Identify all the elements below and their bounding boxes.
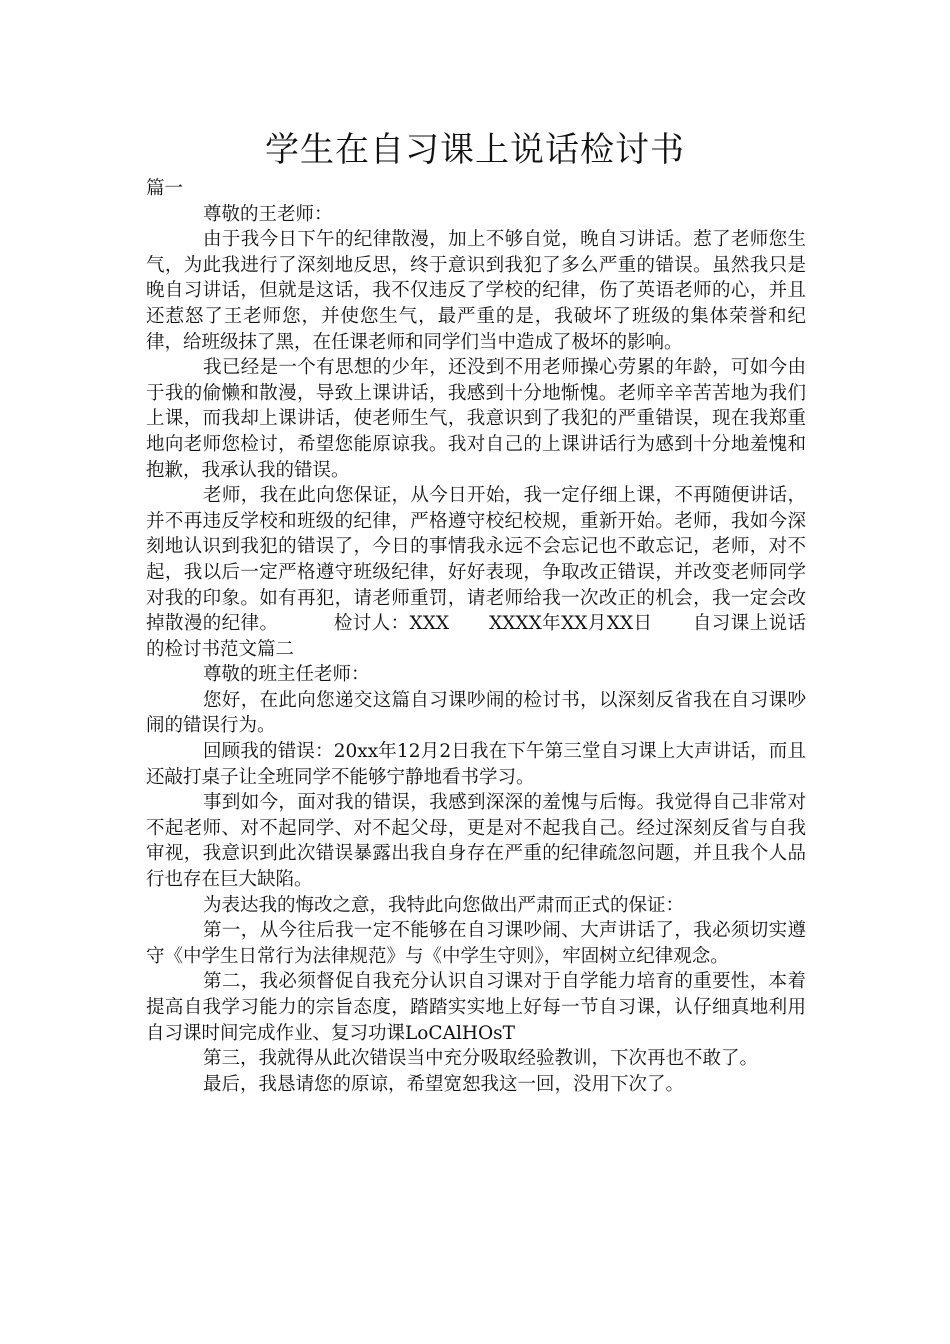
document-title: 学生在自习课上说话检讨书 [265, 130, 685, 170]
salutation-two: 尊敬的班主任老师： [203, 664, 370, 686]
paragraph: 第三，我就得从此次错误当中充分吸取经验教训，下次再也不敢了。 [203, 1048, 759, 1070]
signature: 检讨人：XXX [333, 613, 450, 635]
paragraph: 为表达我的悔改之意，我特此向您做出严肃而正式的保证： [203, 894, 685, 916]
paragraph-with-signature [146, 483, 806, 662]
paragraph: 第一，从今往后我一定不能够在自习课吵闹、大声讲话了，我必须切实遵守《中学生日常行为法律规范》与《中学生守则》，牢固树立纪律观念。 [146, 920, 806, 967]
paragraph: 最后，我恳请您的原谅，希望宽恕我这一回，没用下次了。 [203, 1073, 685, 1095]
paragraph: 由于我今日下午的纪律散漫，加上不够自觉，晚自习讲话。惹了老师您生气，为此我进行了深刻地反思，终于意识到我犯了多么严重的错误。虽然我只是晚自习讲话，但就是这话，我不仅违反了学校的纪律，伤了英语老师的心，并且还惹怒了王老师您，并使您生气，最严重的是，我破坏了班级的集体荣誉和纪律，给班级抹了黑，在任课老师和同学们当中造成了极坏的影响。 [146, 229, 806, 353]
salutation-one: 尊敬的王老师： [203, 203, 333, 225]
paragraph: 您好，在此向您递交这篇自习课吵闹的检讨书，以深刻反省我在自习课吵闹的错误行为。 [146, 689, 806, 737]
paragraph: 事到如今，面对我的错误，我感到深深的羞愧与后悔。我觉得自己非常对不起老师、对不起同学、对不起父母，更是对不起我自己。经过深刻反省与自我审视，我意识到此次错误暴露出我自身存在严重的纪律疏忽问题，并且我个人品行也存在巨大缺陷。 [146, 792, 806, 891]
signature-date: XXXX年XX月XX日 [489, 613, 653, 635]
paragraph: 我已经是一个有思想的少年，还没到不用老师操心劳累的年龄，可如今由于我的偷懒和散漫，导致上课讲话，我感到十分地惭愧。老师辛辛苦苦地为我们上课，而我却上课讲话，使老师生气，我意识到了我犯的严重错误，现在我郑重地向老师您检讨，希望您能原谅我。我对自己的上课讲话行为感到十分地羞愧和抱歉，我承认我的错误。 [146, 357, 806, 481]
paragraph-text: 老师，我在此向您保证，从今日开始，我一定仔细上课，不再随便讲话，并不再违反学校和班级的纪律，严格遵守校纪校规，重新开始。老师，我如今深刻地认识到我犯的错误了，今日的事情我永远不会忘记也不敢忘记，老师，对不起，我以后一定严格遵守班级纪律，好好表现，争取改正错误，并改变老师同学对我的印象。如有再犯，请老师重罚，请老师给我一次改正的机会，我一定会改掉散漫的纪律。 [146, 485, 806, 635]
section-heading-two: 自习课上说话的检讨书范文篇二 [146, 613, 806, 660]
document-body [146, 176, 806, 1097]
paragraph: 第二，我必须督促自我充分认识自习课对于自学能力培育的重要性，本着提高自我学习能力的宗旨态度，踏踏实实地上好每一节自习课，认仔细真地利用自习课时间完成作业、复习功课LoCAlHOsT [146, 971, 806, 1044]
section-heading-one: 篇一 [146, 178, 184, 199]
paragraph: 回顾我的错误：20xx年12月2日我在下午第三堂自习课上大声讲话，而且还敲打桌子让全班同学不能够宁静地看书学习。 [146, 741, 806, 788]
